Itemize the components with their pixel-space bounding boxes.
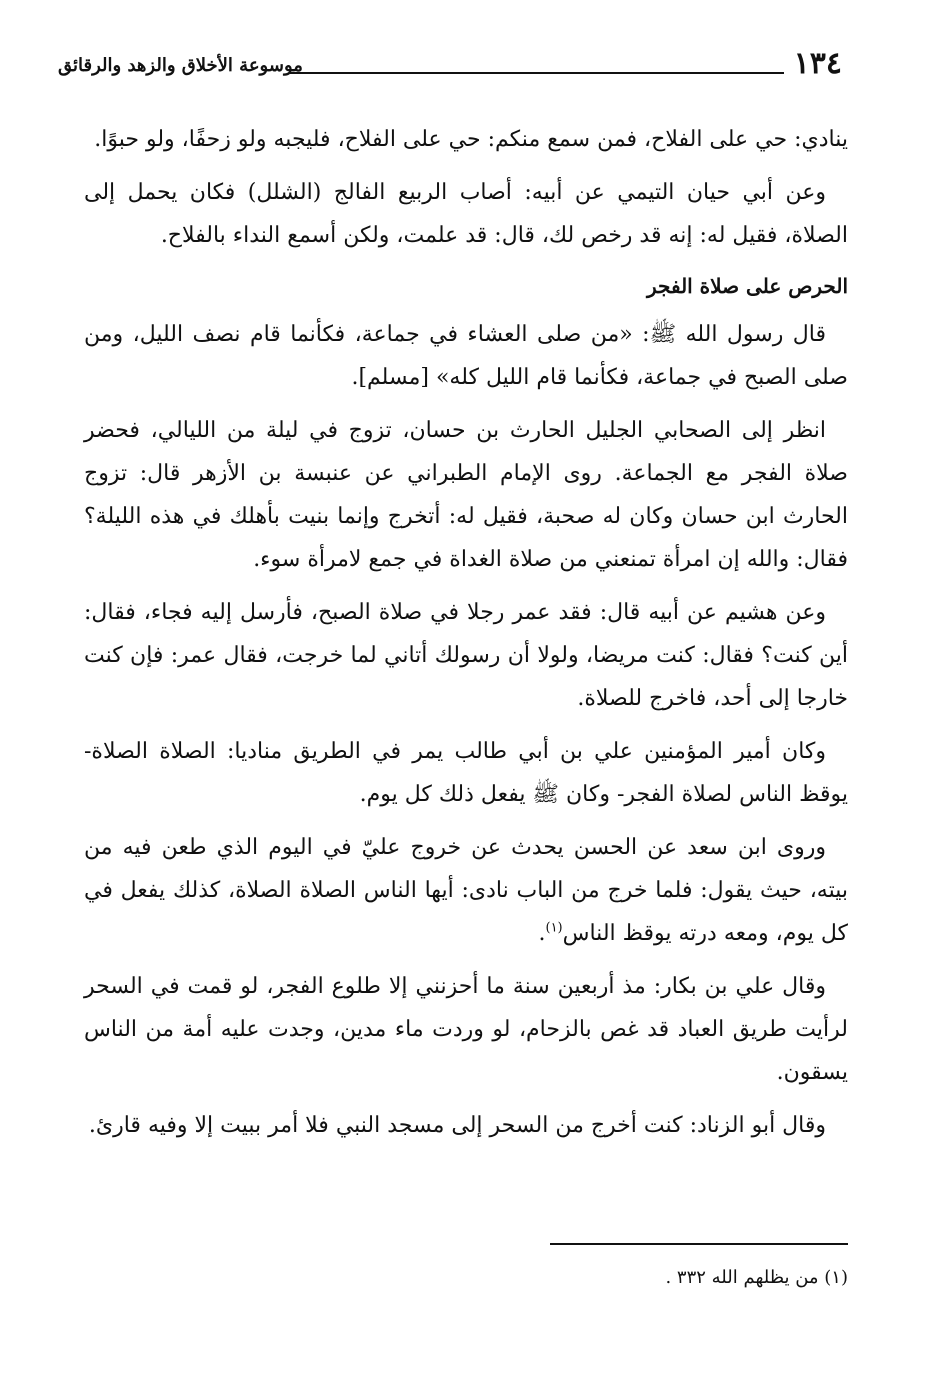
- book-title: موسوعة الأخلاق والزهد والرقائق: [58, 55, 303, 76]
- paragraph-abu-zinad: وقال أبو الزناد: كنت أخرج من السحر إلى مسجد النبي فلا أمر ببيت إلا وفيه قارئ.: [88, 1113, 826, 1138]
- body-text: [84, 118, 848, 1157]
- header-rule: [290, 72, 784, 74]
- paragraph-ali-bakkar: وقال علي بن بكار: مذ أربعين سنة ما أحزنني إلا طلوع الفجر، لو قمت في السحر لرأيت طريق العباد قد غص بالزحام، لو وردت ماء مدين، وجدت عليه أمة من الناس يسقون.: [84, 974, 848, 1085]
- paragraph-harith: انظر إلى الصحابي الجليل الحارث بن حسان، تزوج في ليلة من الليالي، فحضر صلاة الفجر مع الجماعة. روى الإمام الطبراني عن عنبسة بن الأزهر قال: تزوج الحارث ابن حسان وكان له صحبة، فقيل له: أتخرج وإنما بنيت بأهلك في هذه الليلة؟ فقال: والله إن امرأة تمنعني من صلاة الغداة في جمع لامرأة سوء.: [84, 418, 848, 572]
- paragraph-ibn-saad: [84, 826, 848, 955]
- footnote-marker: (١): [545, 920, 563, 936]
- paragraph-ibn-saad-end: .: [538, 921, 546, 946]
- paragraph-abu-hayyan: وعن أبي حيان التيمي عن أبيه: أصاب الربيع الفالج (الشلل) فكان يحمل إلى الصلاة، فقيل له: إنه قد رخص لك، قال: قد علمت، ولكن أسمع النداء بالفلاح.: [84, 180, 848, 248]
- paragraph-ali: وكان أمير المؤمنين علي بن أبي طالب يمر في الطريق مناديا: الصلاة الصلاة- يوقظ الناس لصلاة الفجر- وكان ﷺ يفعل ذلك كل يوم.: [84, 739, 848, 807]
- paragraph-ibn-saad-text: وروى ابن سعد عن الحسن يحدث عن خروج عليّ في اليوم الذي طعن فيه من بيته، حيث يقول: فلما خرج من الباب نادى: أيها الناس الصلاة الصلاة، كذلك يفعل في كل يوم، ومعه درته يوقظ الناس: [84, 835, 848, 946]
- footnote: (١) من يظلهم الله ٣٣٢ .: [665, 1267, 848, 1288]
- section-heading: الحرص على صلاة الفجر: [647, 274, 848, 298]
- footnote-rule: [550, 1243, 848, 1245]
- paragraph-hadith: قال رسول الله ﷺ: «من صلى العشاء في جماعة، فكأنما قام نصف الليل، ومن صلى الصبح في جماعة، فكأنما قام الليل كله» [مسلم].: [84, 322, 848, 390]
- paragraph-hushaym: وعن هشيم عن أبيه قال: فقد عمر رجلا في صلاة الصبح، فأرسل إليه فجاء، فقال: أين كنت؟ فقال: كنت مريضا، ولولا أن رسولك أتاني لما خرجت، فقال عمر: فإن كنت خارجا إلى أحد، فاخرج للصلاة.: [84, 600, 848, 711]
- paragraph-continuation: ينادي: حي على الفلاح، فمن سمع منكم: حي على الفلاح، فليجبه ولو زحفًا، ولو حبوًا.: [94, 127, 848, 152]
- page-header: [58, 46, 848, 86]
- page-number: ١٣٤: [793, 46, 842, 81]
